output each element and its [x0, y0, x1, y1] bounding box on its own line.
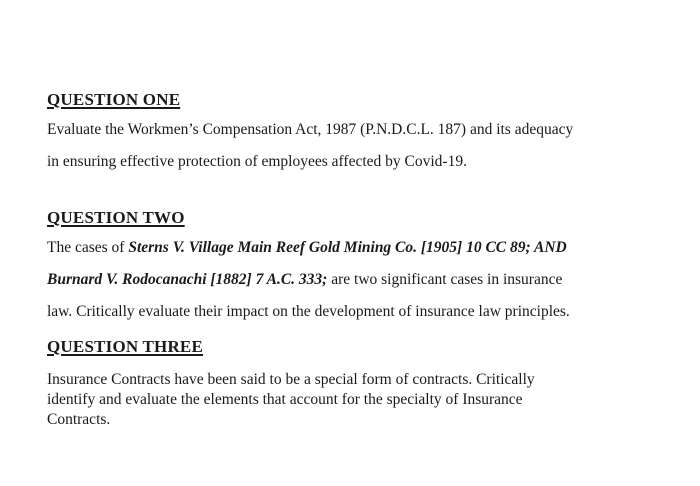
question-one-text — [47, 114, 647, 178]
question-two-intro: The cases of — [47, 239, 129, 256]
question-three-line: Contracts. — [47, 411, 111, 428]
question-two-line — [47, 232, 647, 264]
question-three-line: identify and evaluate the elements that account for the specialty of Insurance — [47, 391, 523, 408]
question-one-heading: QUESTION ONE — [47, 90, 181, 109]
question-three-text — [47, 370, 647, 430]
question-two-continuation: are two significant cases in insurance — [327, 271, 563, 288]
case-citation-sterns: Sterns V. Village Main Reef Gold Mining Co. [1905] 10 CC 89; AND — [128, 239, 567, 256]
question-three-line: Insurance Contracts have been said to be a special form of contracts. Critically — [47, 371, 535, 388]
question-two-line — [47, 264, 647, 296]
question-two-line: law. Critically evaluate their impact on the development of insurance law principles. — [47, 303, 570, 320]
question-two-heading: QUESTION TWO — [47, 208, 185, 227]
case-citation-burnard: Burnard V. Rodocanachi [1882] 7 A.C. 333; — [47, 271, 328, 288]
question-three-heading: QUESTION THREE — [47, 337, 204, 356]
question-one-line: Evaluate the Workmen’s Compensation Act, 1987 (P.N.D.C.L. 187) and its adequacy — [47, 121, 574, 138]
question-one-line: in ensuring effective protection of employees affected by Covid-19. — [47, 153, 467, 170]
question-two-text — [47, 232, 647, 328]
